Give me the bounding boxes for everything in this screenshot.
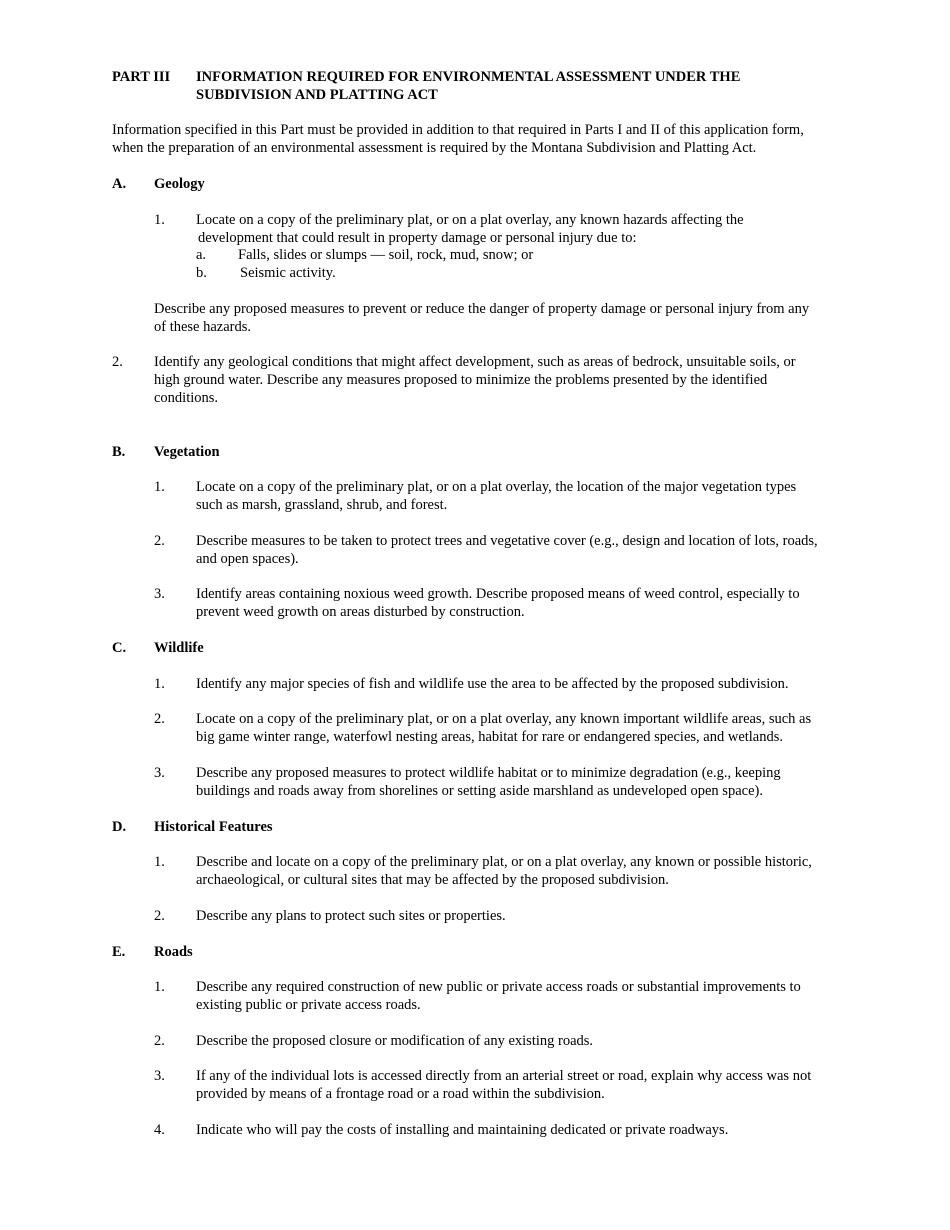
vegetation-item-3-line-1: Identify areas containing noxious weed growth. Describe proposed means of weed control, especially to — [196, 586, 800, 602]
wildlife-item-2-number: 2. — [154, 711, 165, 727]
wildlife-item-3-line-2: buildings and roads away from shorelines or setting aside marshland as undeveloped open space). — [196, 783, 763, 799]
vegetation-item-2-number: 2. — [154, 533, 165, 549]
vegetation-item-1-line-1: Locate on a copy of the preliminary plat, or on a plat overlay, the location of the major vegetation types — [196, 479, 797, 495]
intro-line-1: Information specified in this Part must be provided in addition to that required in Parts I and II of this application form, — [112, 122, 804, 138]
geology-sub-b-letter: b. — [196, 265, 207, 281]
vegetation-item-2-line-1: Describe measures to be taken to protect trees and vegetative cover (e.g., design and location of lots, roads, — [196, 533, 818, 549]
vegetation-item-3-line-2: prevent weed growth on areas disturbed by construction. — [196, 604, 525, 620]
roads-item-1-number: 1. — [154, 979, 165, 995]
geology-sub-a-letter: a. — [196, 247, 207, 263]
wildlife-item-1-line-1: Identify any major species of fish and wildlife use the area to be affected by the proposed subdivision. — [196, 676, 789, 692]
part-number: PART III — [112, 69, 171, 85]
part-title-line-1: INFORMATION REQUIRED FOR ENVIRONMENTAL ASSESSMENT UNDER THE — [196, 69, 741, 85]
historical-item-1-line-2: archaeological, or cultural sites that may be affected by the proposed subdivision. — [196, 872, 669, 888]
geology-item-1-line-1: Locate on a copy of the preliminary plat, or on a plat overlay, any known hazards affecting the — [196, 212, 744, 228]
wildlife-item-3-line-1: Describe any proposed measures to protect wildlife habitat or to minimize degradation (e.g., keeping — [196, 765, 781, 781]
section-letter-vegetation: B. — [112, 444, 126, 460]
section-title-wildlife: Wildlife — [154, 640, 204, 656]
roads-item-1-line-1: Describe any required construction of new public or private access roads or substantial improvements to — [196, 979, 801, 995]
section-title-roads: Roads — [154, 944, 193, 960]
roads-item-3-number: 3. — [154, 1068, 165, 1084]
wildlife-item-3-number: 3. — [154, 765, 165, 781]
geology-describe-line-2: of these hazards. — [154, 319, 252, 335]
section-letter-geology: A. — [112, 176, 127, 192]
section-letter-historical: D. — [112, 819, 127, 835]
intro-line-2: when the preparation of an environmental assessment is required by the Montana Subdivision and Platting Act. — [112, 140, 757, 156]
section-title-vegetation: Vegetation — [154, 444, 220, 460]
vegetation-item-1-line-2: such as marsh, grassland, shrub, and forest. — [196, 497, 448, 513]
wildlife-item-2-line-2: big game winter range, waterfowl nesting areas, habitat for rare or endangered species, and wetlands. — [196, 729, 784, 745]
roads-item-2-line-1: Describe the proposed closure or modification of any existing roads. — [196, 1033, 594, 1049]
geology-sub-a-text: Falls, slides or slumps — soil, rock, mud, snow; or — [238, 247, 534, 263]
geology-describe-line-1: Describe any proposed measures to prevent or reduce the danger of property damage or personal injury from any — [154, 301, 810, 317]
geology-sub-b-text: Seismic activity. — [240, 265, 336, 281]
section-letter-roads: E. — [112, 944, 126, 960]
roads-item-3-line-1: If any of the individual lots is accessed directly from an arterial street or road, explain why access was not — [196, 1068, 812, 1084]
geology-item-1-line-2: development that could result in property damage or personal injury due to: — [198, 230, 637, 246]
vegetation-item-1-number: 1. — [154, 479, 165, 495]
section-title-geology: Geology — [154, 176, 205, 192]
section-title-historical: Historical Features — [154, 819, 273, 835]
geology-item-2-line-3: conditions. — [154, 390, 219, 406]
historical-item-1-line-1: Describe and locate on a copy of the preliminary plat, or on a plat overlay, any known or possible historic, — [196, 854, 812, 870]
historical-item-2-number: 2. — [154, 908, 165, 924]
part-title-line-2: SUBDIVISION AND PLATTING ACT — [196, 87, 438, 103]
vegetation-item-3-number: 3. — [154, 586, 165, 602]
roads-item-4-number: 4. — [154, 1122, 165, 1138]
geology-item-2-number: 2. — [112, 354, 123, 370]
vegetation-item-2-line-2: and open spaces). — [196, 551, 299, 567]
wildlife-item-1-number: 1. — [154, 676, 165, 692]
historical-item-1-number: 1. — [154, 854, 165, 870]
geology-item-2-line-2: high ground water. Describe any measures proposed to minimize the problems presented by the identified — [154, 372, 768, 388]
wildlife-item-2-line-1: Locate on a copy of the preliminary plat, or on a plat overlay, any known important wildlife areas, such as — [196, 711, 812, 727]
roads-item-3-line-2: provided by means of a frontage road or a road within the subdivision. — [196, 1086, 605, 1102]
roads-item-2-number: 2. — [154, 1033, 165, 1049]
geology-item-2-line-1: Identify any geological conditions that might affect development, such as areas of bedrock, unsuitable soils, or — [154, 354, 796, 370]
roads-item-4-line-1: Indicate who will pay the costs of installing and maintaining dedicated or private roadways. — [196, 1122, 729, 1138]
roads-item-1-line-2: existing public or private access roads. — [196, 997, 421, 1013]
geology-item-1-number: 1. — [154, 212, 165, 228]
historical-item-2-line-1: Describe any plans to protect such sites or properties. — [196, 908, 506, 924]
section-letter-wildlife: C. — [112, 640, 127, 656]
